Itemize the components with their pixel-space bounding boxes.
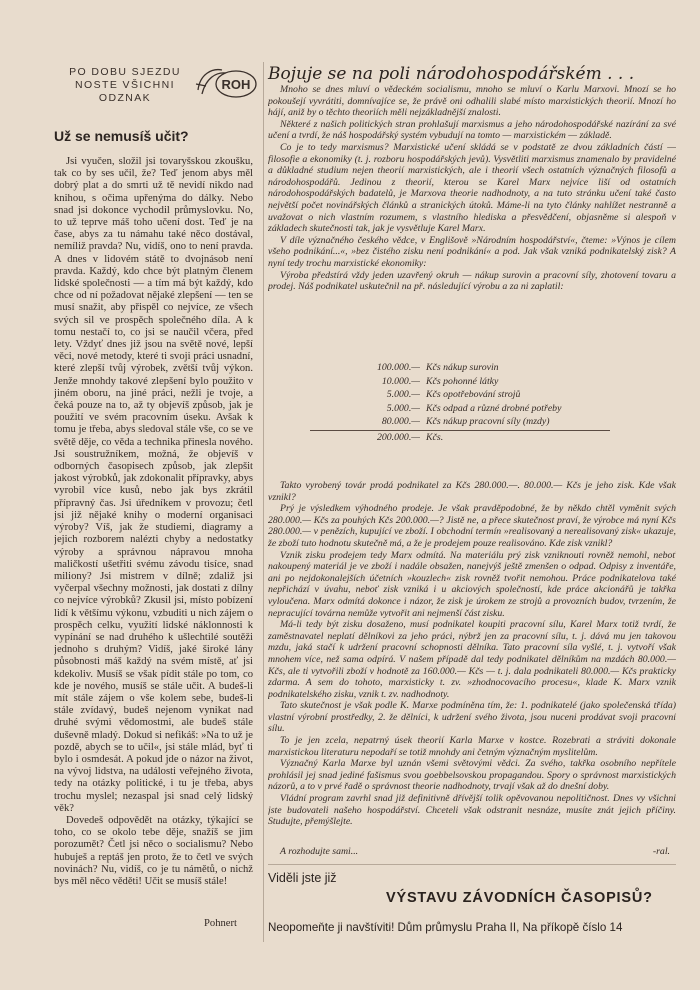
masthead-text [60,66,190,105]
table-label: Kčs pohonné látky [426,375,499,387]
table-amount: 10.000.— [381,375,420,387]
table-amount: 80.000.— [381,416,420,427]
article-paragraph: Výroba předstírá vždy jeden uzavřený okruh — nákup surovin a pracovní síly, zhotovení tovaru a prodej. Náš podnikatel uskutečnil na př. následující výrobu a za ni zaplatil: [268,269,676,293]
table-label: Kčs opotřebování strojů [426,389,521,400]
table-amount: 5.000.— [386,389,420,400]
article-paragraph: Jsi vyučen, složil jsi tovaryšskou zkoušku, tak co by ses učil, že? Teď jenom abys měl dobrý plat a do smrti už tě nevidí nikdo nad knihou, s očima upřenýma do dálky. Nebo snad jsi dokonce vychodil průmyslovku. No, to už teprve máš toho učení dost. Teď je na čase, abys za tu námahu také něco dostával, nemíliž pravda? Nu, vidíš, ono to není pravda. A dnes v lidovém státě to dvojnásob není pravda. Každý, kdo chce být platným členem lidské společnosti — a tím má být každý, kdo chce od ní požadovat nějaké zlepšení — ten se musí snažit, aby přispěl co nejvíce, ze všech svých sil ve prospěch společného díla. A k tomu nestačí to, co jsi se naučil včera, před lety. Vždyť dnes již jsou na světě nové, lepší věci, nové metody, které ti svoji práci usnadní, které zlepší tvůj výrobek, zvětší tvůj výkon. Jenže mnohdy takové zlepšení bylo použito v jiném oboru, na jiné práci, nežli je tvoje, a čeká pouze na to, až ty objevíš způsob, jak je použití ve svém pracovním úseku. Avšak k tomu je třeba, abys sledoval stále vše, co se ve světě děje, co věda a technika přinesla nového. Jsi soustružníkem, možná, že objevíš v odborných časopisech způsob, jak zlepšit jakost výrobků, jak zdokonalit přípravky, abys vyrobil více kusů, nebo jak bys zkrátil přípravný čas. Jsi úředníkem v provozu; četl jsi již nějaké knihy o moderní organisaci výroby? Víš, jak že studiemi, diagramy a jejich rozborem nalézti chyby a nedostatky výroby a správnou nápravou mnoha maličkostí ušetřiti svému závodu tisíce, snad miliony? Jsi mistrem v dílně; zdaliž jsi vyčerpal všechny možnosti, jak dostati z dílny co nejvíce výrobků? Zkusil jsi, místo pobízení lidí k většímu výkonu, vzbuditi u nich zájem o prospěch celku, využití lidské náklonnosti k vypínání se nad druhého k ušlechtilé soutěži jednoho s druhým? Vidíš, jaké široké lány působnosti máš každý na svém místě, ať jsi kdekoliv. Musíš se však pídit stále po tom, co kde je nového, musíš se stále učit. A budeš-li mít stále zájem o vše kolem sebe, budeš-li stále zvídavý, budeš nejenom vynikat nad druhé svými vědomostmi, ale budeš stále duševně mladý. Dokud si nefikáš: »Na to už je pozdě, abych se to učil«, jsi stále mlád, byť ti bylo i osmdesát. A pokud jde o názor na život, na vývoj lidstva, na události veřejného života, tedy na otázky politické, i tu je třeba, abys trochu myslel; nezaspal jsi snad celý lidský věk? [54,156,253,814]
advert-intro: Viděli jste již [268,871,337,885]
left-column [54,58,254,929]
article-paragraph: Prý je výsledkem výhodného prodeje. Je však pravděpodobné, že by někdo chtěl vyměnit svých 280.000.— Kčs za pouhých Kčs 200.000.—? Jistě ne, a přece skutečnost praví, že výrobce má nyní Kčs 280.000.— v penězích, kupující ve zboží. I obchodní termín »realisovaný a nerealisovaný zisk« ukazuje, že zboží tuto hodnotu skutečně má, a že je prodejem pouze realisováno. Kde zisk vznikl? [268,503,676,549]
right-article-title: Bojuje se na poli národohospodářském . . . [268,64,635,84]
right-article-signoff [268,846,676,860]
cost-table [310,362,610,446]
article-paragraph: Tato skutečnost je však podle K. Marxe podmíněna tím, že: 1. podnikatelé (jako společenská třída) vlastní výrobní prostředky, 2. že dělníci, k udržení svého života, jsou nuceni prodávat svoji pracovní sílu. [268,700,676,735]
table-row [310,389,610,403]
table-row [310,362,610,376]
column-divider [263,62,264,942]
left-article-title: Už se nemusíš učit? [54,128,189,144]
left-article-body [54,156,253,918]
right-article-author: -ral. [652,846,670,857]
svg-text:ROH: ROH [221,77,251,92]
advert-headline: VÝSTAVU ZÁVODNÍCH ČASOPISŮ? [386,890,653,906]
table-total-label: Kčs. [426,431,444,443]
article-paragraph: Mnoho se dnes mluví o vědeckém socialismu, mnoho se mluví o Karlu Marxovi. Mnozí se ho pokoušejí vyvrátiti, domnívajíce se, že právě oni odhalili slabé místo marxistických theorií. Mnozí ho hájí, aniž by o těchto theoriích měli nejzákladnější znalosti. [268,84,676,119]
masthead-line: ODZNAK [98,92,152,104]
advert-details: Neopomeňte ji navštíviti! Dům průmyslu Praha II, Na příkopě číslo 14 [268,921,623,934]
table-amount: 100.000.— [376,362,420,373]
table-label: Kčs nákup pracovní síly (mzdy) [426,416,550,427]
article-paragraph: Vládní program zavrhl snad již definitivně dřívější tolik opěvovanou nepolitičnost. Dnes vy všichni jste budovateli našeho hospodářství. Chceteli však odstranit nesnáze, musíte znát jejich příčiny. Studujte, přemýšlejte. [268,793,676,828]
right-article-body-bottom [268,480,676,846]
article-paragraph: V díle význačného českého vědce, v Englišově »Národním hospodářství«, čteme: »Výnos je cílem všeho podnikání...«, »bez čistého zisku není podnikání« a pod. Jak však vzniká podnikatelský zisk? A nyní tedy trochu marxistické ekonomiky: [268,234,676,269]
table-row [310,403,610,417]
article-paragraph: Takto vyrobený továr prodá podnikatel za Kčs 280.000.—. 80.000.— Kčs je jeho zisk. Kde však vznikl? [268,480,676,503]
table-label: Kčs odpad a různé drobné potřeby [426,402,562,414]
table-label: Kčs nákup surovin [426,362,499,373]
article-paragraph: Má-li tedy být zisku dosaženo, musí podnikatel koupiti pracovní sílu, Karel Marx totiž tvrdí, že zaměstnavatel neplatí dělníkovi za jeho práci, nýbrž jen za pracovní sílu, t. j. dává mu jen takovou mzdu, jaká stačí k udržení pracovní schopnosti dělníka. Tato pracovní síla vyšlé, t. j. vytvoří však mnohem více, než sama odpírá. V našem případě dal tedy podnikatel dělníkům na mzdách 80.000.— Kčs, ale ti vytvořili zboží v hodnotě za 160.000.— Kčs — t. j. dala podnikateli 80.000.— Kčs prakticky zdarma. A sem do tohoto, marxisticky t. zv. »zhodnocovacího procesu«, klade K. Marx vznik podnikatelského zisku, vznik t. zv. nadhodnoty. [268,619,676,700]
left-article-author: Pohnert [204,918,237,929]
roh-badge-logo [192,64,258,100]
article-paragraph: Dovedeš odpovědět na otázky, týkající se toho, co se okolo tebe děje, snažíš se jim porozumět? Četl jsi něco o socialismu? Nebo hubuješ a reptáš jen proto, že to četl ve svých novinách? Nu, vidíš, co je tu námětů, o nichž bys měl něco věděti! Učit se musíš stále! [54,814,253,887]
right-article-body-top [268,84,676,359]
union-badge-masthead [54,58,254,108]
advert-divider [268,864,676,865]
masthead-line: PO DOBU SJEZDU [69,66,181,78]
signoff-text: A rozhodujte sami... [280,846,359,857]
article-paragraph: To je jen zcela, nepatrný úsek theorií Karla Marxe v kostce. Rozebrati a stráviti dokonale marxistickou literaturu nepodaří se totiž mnohdy ani četným význačným myslitelům. [268,735,676,758]
article-paragraph: Některé z našich politických stran prohlašují marxismus a jeho národohospodářské nazírání za své učení a tvrdí, že náš hospodářský systém vybudují na tomto — marxistickém — základě. [268,118,676,142]
article-paragraph: Vznik zisku prodejem tedy Marx odmítá. Na materiálu prý zisk vzniknouti rovněž nemohl, neboť nakoupený materiál je ve zboží i nadále obsažen, nanejvýš ještě zmenšen o odpad. Odpisy z inventáře, ani po nejdokonalejších účetních »kouzlech« zisk rovněž tvořit nemohou. Práce podnikatelova také nepřichází v úvahu, neboť zisk vzniká i u akciových společností, kde práce akcionářů je takřka vyloučena. Marx odmítá dokonce i názor, že zisk je úrokem ze strojů a provozních budov, tvrzením, že nepracující továrna nemůže vytvořit ani nejmenší část zisku. [268,549,676,619]
table-row [310,416,610,431]
article-paragraph: Význačný Karla Marxe byl uznán všemi světovými vědci. Za svého, takřka osobního nepřítele prohlásil jej snad jediné fašismus svou goebbelsovskou propagandou. Spory o správnost marxistických názorů, a to v prvé řadě o správnost theorie nadhodnoty, trvají však až do dnešní doby. [268,758,676,793]
table-total-row [310,432,610,446]
article-paragraph: Co je to tedy marxismus? Marxistické učení skládá se v podstatě ze dvou základních částí — filosofie a ekonomiky (t. j. rozboru hospodářských jevů). Vysvětliti marxismus znamenalo by pravidelné a důkladné studium nejen theorií marxistických, ale i theorií všech ostatních význačných filosofů a národohospodářů. Jedinou z theorií, kterou se Karel Marx nejvíce liší od ostatních národohospodářských badatelů, je Marxova theorie nadhodnoty, a na tuto stránku učení také často největší počet novinářských článků a stranických útoků. Máme-li na tyto články nahlížet nestranně a uvažovat o nich vlastním rozumem, s vlastního hlediska a přesvědčení, objasněme si alespoň v základech skutečnosti tak, jak je vysvětluje Karel Marx. [268,141,676,235]
table-amount: 5.000.— [386,402,420,414]
table-total-amount: 200.000.— [376,431,420,443]
masthead-line: NOSTE VŠICHNI [75,79,175,91]
table-row [310,376,610,390]
